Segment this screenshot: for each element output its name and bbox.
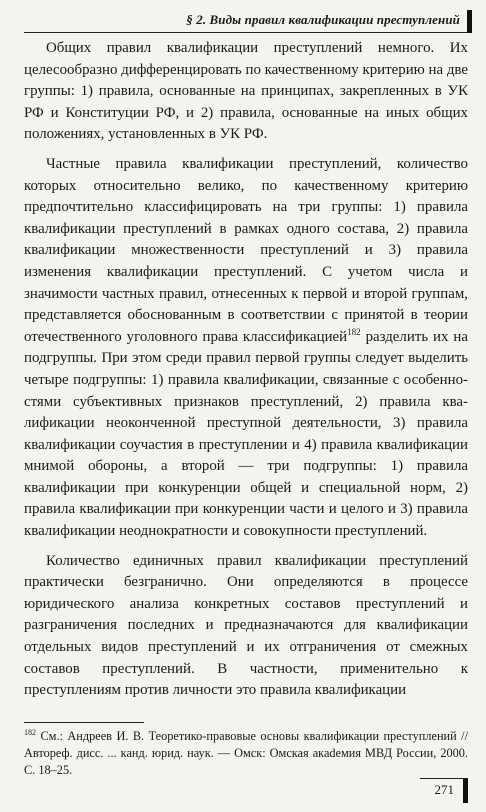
paragraph-2-part-2: разделить их на подгруппы. При этом среди правил первой группы следует выделить четыре подгруппы: 1) правила квалификации, связанные с особенностями субъективных признаков преступлений, 2) правила квалификации неоконченной преступной деятельности, 3) правила квалификации соучастия в преступлении и 4) правила квалификации мнимой обороны, а второй — три подгруппы: 1) правила квалификации при конкуренции общей и специальной норм, 2) правила квалификации при конкуренции части и целого и 3) правила квалификации неоднократности и совокупности преступлений. xyxy=(24,328,468,540)
paragraph-2 xyxy=(24,154,468,543)
paragraph-1: Общих правил квалификации преступлений немного. Их целесообразно дифференцировать по качественному критерию на две группы: 1) правила, основанные на принципах, закрепленных в УК РФ и Конституции РФ, и 2) правила, основанные на иных общих положениях, установленных в УК РФ. xyxy=(24,40,468,143)
page-footer xyxy=(420,778,468,801)
page-bar xyxy=(463,779,468,803)
header-title: § 2. Виды правил квалификации преступлений xyxy=(186,12,460,27)
footnote-divider xyxy=(24,722,144,723)
header-bar xyxy=(467,10,472,33)
footnote-reference[interactable]: 182 xyxy=(347,326,361,337)
page-number: 271 xyxy=(434,782,454,797)
paragraph-2-part-1: Частные правила квалификации преступлений, количество которых относительно велико, по качественному критерию предпочтительно классифицировать на три группы: 1) правила квалификации преступлений в рамках одного состава, 2) правила квалификации множественности преступлений и 3) правила изменения квалификации преступлений. С учетом числа и значимости частных правил, отнесенных к первой и второй группам, представляется обоснованным в соответствии с принятой в теории отечественного уголовного права классификацией xyxy=(24,155,468,345)
body-text xyxy=(24,38,468,706)
footnote xyxy=(24,728,468,779)
paragraph-3: Количество единичных правил квалификации преступлений практически безгранично. Они определяются в процессе юридического анализа конкретных составов преступлений и разграничения последних и предназначаются для квалификации отдельных видов преступлений и их отграничения от смежных составов преступлений. В частности, применительно к преступлениям против личности это правила квалификации xyxy=(24,552,468,699)
running-header xyxy=(24,10,472,33)
footnote-text: См.: Андреев И. В. Теоретико-правовые основы квалификации преступлений // Автореф. дисс. ... канд. юрид. наук. — Омск: Омская акаdемия МВД России, 2000. С. 18–25. xyxy=(24,729,468,777)
footnote-number: 182 xyxy=(24,727,36,737)
